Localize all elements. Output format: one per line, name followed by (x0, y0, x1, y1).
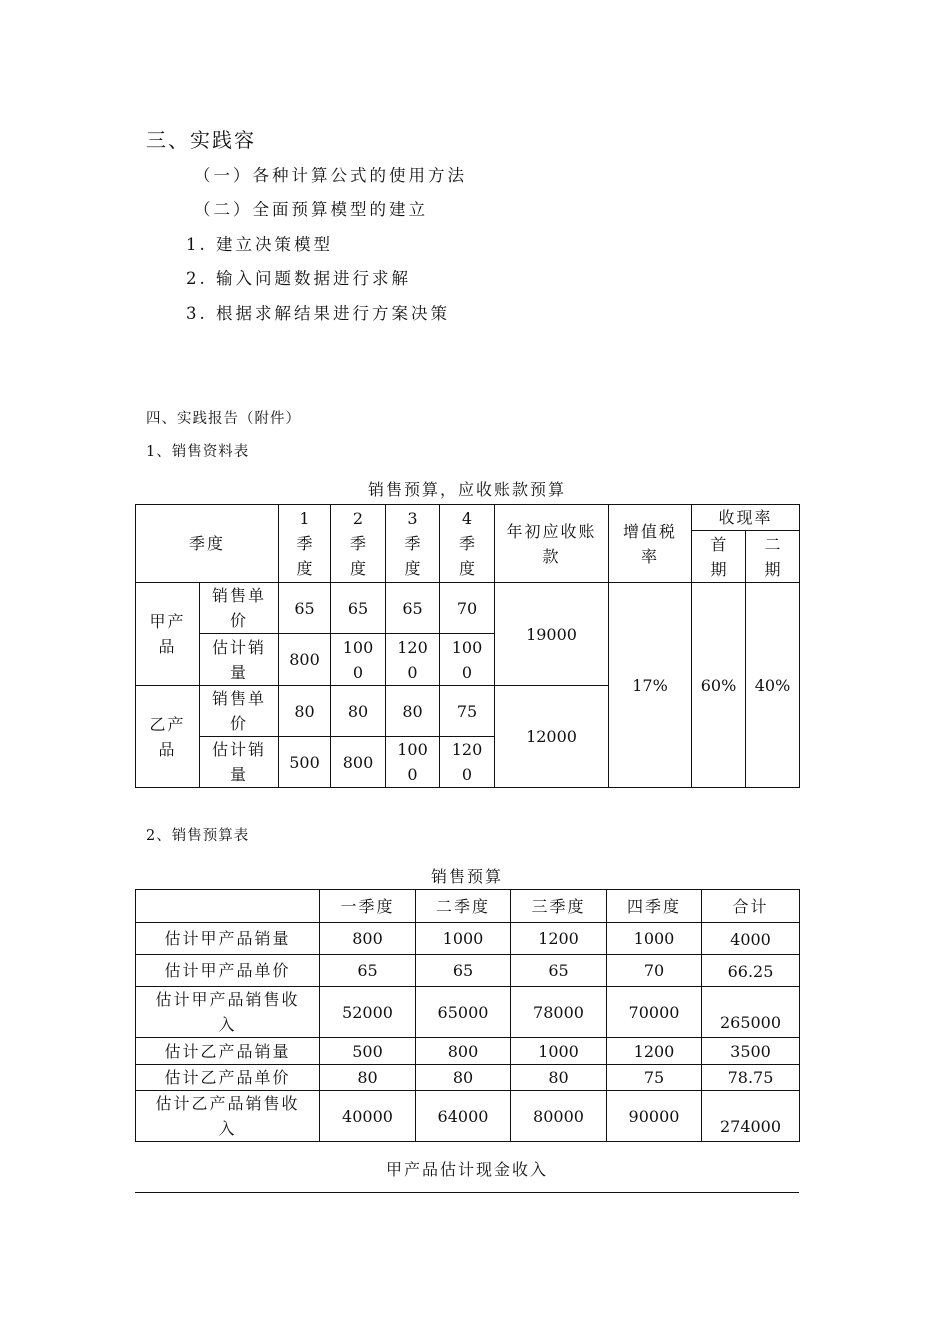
section-3-item-3: 1. 建立决策模型 (186, 235, 333, 254)
a-price-q4: 70 (440, 583, 495, 634)
q2-header: 2 季 度 (331, 505, 386, 583)
section-3-item-1: （一）各种计算公式的使用方法 (194, 166, 467, 185)
subsection-1-title: 1、销售资料表 (146, 444, 250, 460)
cell: 65 (416, 955, 511, 987)
cell: 800 (320, 923, 416, 955)
table-row (136, 1038, 800, 1065)
header-q4: 四季度 (607, 890, 702, 923)
table-row (136, 923, 800, 955)
cell: 80 (320, 1065, 416, 1091)
first-period-header: 首 期 (692, 531, 746, 583)
table-row (136, 987, 800, 1038)
cell: 80000 (511, 1091, 607, 1142)
cell: 70 (607, 955, 702, 987)
cell: 64000 (416, 1091, 511, 1142)
row-total: 274000 (702, 1091, 800, 1142)
q4-header: 4 季 度 (440, 505, 495, 583)
section-3-item-2: （二）全面预算模型的建立 (194, 200, 428, 219)
cell: 1200 (511, 923, 607, 955)
section-4-title: 四、实践报告（附件） (146, 411, 301, 427)
row-total: 4000 (702, 923, 800, 955)
cell: 1000 (607, 923, 702, 955)
b-qty-q1: 500 (279, 737, 331, 788)
row-label: 估计甲产品销量 (136, 923, 320, 955)
section-3-item-4: 2. 输入问题数据进行求解 (186, 269, 411, 288)
subsection-2-title: 2、销售预算表 (146, 828, 250, 844)
row-label: 估计乙产品单价 (136, 1065, 320, 1091)
cell: 1000 (416, 923, 511, 955)
table-2-caption: 销售预算 (430, 867, 503, 886)
row-label: 估计乙产品销量 (136, 1038, 320, 1065)
b-qty-q4: 120 0 (440, 737, 495, 788)
product-b-label: 乙产 品 (136, 686, 200, 788)
cell: 75 (607, 1065, 702, 1091)
row-label: 估计甲产品单价 (136, 955, 320, 987)
b-qty-q2: 800 (331, 737, 386, 788)
cell: 90000 (607, 1091, 702, 1142)
row-total: 265000 (702, 987, 800, 1038)
b-price-q4: 75 (440, 686, 495, 737)
cell: 70000 (607, 987, 702, 1038)
b-price-q1: 80 (279, 686, 331, 737)
second-period-header: 二 期 (746, 531, 800, 583)
b-qty-q3: 100 0 (386, 737, 440, 788)
unit-price-label: 销售单 价 (200, 686, 279, 737)
unit-price-label: 销售单 价 (200, 583, 279, 634)
cell: 1200 (607, 1038, 702, 1065)
a-price-q2: 65 (331, 583, 386, 634)
cell: 78000 (511, 987, 607, 1038)
row-label: 估计甲产品销售收 入 (136, 987, 320, 1038)
row-total: 78.75 (702, 1065, 800, 1091)
section-3-title: 三、实践容 (146, 128, 256, 152)
header-q1: 一季度 (320, 890, 416, 923)
header-q3: 三季度 (511, 890, 607, 923)
cell: 80 (511, 1065, 607, 1091)
cell: 800 (416, 1038, 511, 1065)
table-row (136, 955, 800, 987)
row-total: 66.25 (702, 955, 800, 987)
a-qty-q3: 120 0 (386, 634, 440, 686)
row-label: 估计乙产品销售收 入 (136, 1091, 320, 1142)
b-price-q3: 80 (386, 686, 440, 737)
second-period-rate: 40% (746, 583, 800, 788)
cell: 65 (320, 955, 416, 987)
section-3-item-5: 3. 根据求解结果进行方案决策 (186, 304, 450, 323)
a-qty-q1: 800 (279, 634, 331, 686)
est-qty-label: 估计销 量 (200, 737, 279, 788)
receivable-header: 年初应收账 款 (495, 505, 609, 583)
vat-rate: 17% (609, 583, 692, 788)
vat-header: 增值税 率 (609, 505, 692, 583)
a-price-q3: 65 (386, 583, 440, 634)
table-row (136, 1065, 800, 1091)
table-row (136, 1091, 800, 1142)
product-a-label: 甲产 品 (136, 583, 200, 686)
header-q2: 二季度 (416, 890, 511, 923)
collection-rate-header: 收现率 (692, 505, 800, 531)
est-qty-label: 估计销 量 (200, 634, 279, 686)
sales-budget-table (135, 889, 800, 1142)
cell: 80 (416, 1065, 511, 1091)
cell: 65000 (416, 987, 511, 1038)
a-qty-q4: 100 0 (440, 634, 495, 686)
season-header: 季度 (136, 505, 279, 583)
b-price-q2: 80 (331, 686, 386, 737)
cell: 1000 (511, 1038, 607, 1065)
table-3-caption: 甲产品估计现金收入 (385, 1160, 548, 1179)
sales-data-table (135, 504, 800, 788)
header-total: 合计 (702, 890, 800, 923)
q3-header: 3 季 度 (386, 505, 440, 583)
first-period-rate: 60% (692, 583, 746, 788)
cell: 40000 (320, 1091, 416, 1142)
table-3-top-border (135, 1192, 799, 1193)
cell: 65 (511, 955, 607, 987)
table-1-caption: 销售预算，应收账款预算 (367, 480, 566, 499)
a-receivable: 19000 (495, 583, 609, 686)
b-receivable: 12000 (495, 686, 609, 788)
header-blank (136, 890, 320, 923)
q1-header: 1 季 度 (279, 505, 331, 583)
row-total: 3500 (702, 1038, 800, 1065)
a-qty-q2: 100 0 (331, 634, 386, 686)
cell: 500 (320, 1038, 416, 1065)
cell: 52000 (320, 987, 416, 1038)
a-price-q1: 65 (279, 583, 331, 634)
